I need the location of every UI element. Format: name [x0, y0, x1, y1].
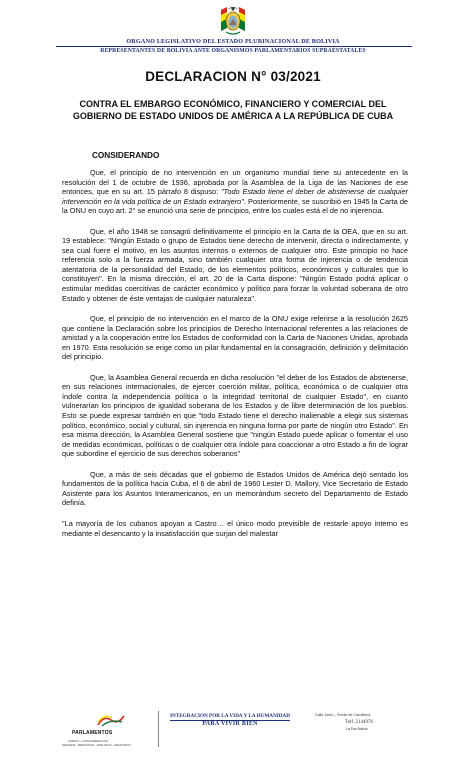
paragraph-6: "La mayoría de los cubanos apoyan a Castro… el único modo previsible de restarle apoyo interno es mediante el desencanto y la insatisfacción que surjan del malestar [62, 518, 408, 538]
footer-parlamentos-list-2: INDIGENA - MERCOSUR - PARLASUR - AMAZONICO [62, 743, 131, 747]
header-divider [56, 46, 412, 47]
paragraph-5: Que, a más de seis décadas que el gobierno de Estados Unidos de América dejó sentado los fundamentos de la política hacia Cuba, el 6 de abril de 1960 Lester D. Mallory, Vice Secretario de Estado Asistente para los Asuntos Interamericanos, en un memorándum secreto del Departamento de Estado definía. [62, 469, 408, 508]
paragraph-2: Que, el año 1948 se consagró definitivamente el principio en la Carta de la OEA, que en su art. 19 establece: "Ningún Estado o grupo de Estados tiene derecho de intervenir, directa o indirectamente, y sea cual fuere el motivo, en los asuntos internos o externos de cualquier otro. Este principio no hace referencia solo a la fuerza armada, sino también cualquier otra forma de injerencia o de tendencia atentatoria de la personalidad del Estado, de los elementos políticos, económicos y culturales que lo constituyen". En la misma dirección, el art. 20 de la Carta dispone: "Ningún Estado podrá aplicar o estimular medidas coercitivas de carácter económico y político para forzar la voluntad soberana de otro Estado y obtener de éste ventajas de cualquier naturaleza". [62, 226, 408, 303]
paragraph-1 [62, 168, 408, 216]
paragraph-1-text-a: Que, el principio de no intervención en un organismo mundial tiene su antecedente en la resolución del 1 de octubre de 1936, aprobada por la Asamblea de la Liga de las Naciones de ese entonces, que en su art. 15 párrafo 8 dispuso: [62, 168, 408, 197]
paragraph-3: Que, el principio de no intervención en el marco de la ONU exige referirse a la resolución 2625 que contiene la Declaración sobre los principios de Derecho Internacional referentes a las relaciones de amistad y a la cooperación entre los Estados de conformidad con la Carta de Naciones Unidas, aprobada en 1970. Esta resolución se erige como un pilar fundamental en la consagración, definición y delimitación del principio. [62, 314, 408, 362]
footer-address: Calle Junín – Frente de Cancillería [315, 713, 371, 717]
header-representatives: REPRESENTANTES DE BOLIVIA ANTE ORGANISMOS PARLAMENTARIOS SUPRAESTATALES [100, 48, 366, 54]
declaration-title: DECLARACION N° 03/2021 [145, 69, 321, 84]
paragraph-4: Que, la Asamblea General recuerda en dicha resolución "el deber de los Estados de abstenerse, en sus relaciones internacionales, de ejercer coerción militar, política, económica o de cualquier otra índole contra la independencia política o la integridad territorial de cualquier Estado", en cuanto vulnerarían los principios de igualdad soberana de los Estados y de libre determinación de los pueblos. Esto se puede expresar también en que "todo Estado tiene el derecho inalienable a elegir sus sistemas político, económico, social y cultural, sin injerencia en ninguna forma por parte de ningún otro Estado". En esa misma dirección, la Asamblea General sostiene que "ningún Estado puede aplicar o fomentar el uso de medidas económicas, políticas o de cualquier otra índole para coaccionar a otro Estado a fin de lograr que subordine el ejercicio de sus derechos soberanos" [62, 372, 408, 459]
paragraph-1-quote: "Todo Estado tiene el deber de abstenerse de cualquier intervención en la vida política de un Estado extranjero" [62, 187, 408, 206]
footer-parlamentos-list-1: ANDINO - LATINOAMERICANO [68, 739, 109, 743]
footer-telephone: Telf. 2144976 [345, 720, 373, 725]
header-institution: ORGANO LEGISLATIVO DEL ESTADO PLURINACIONAL DE BOLIVIA [126, 38, 340, 45]
declaration-subject: CONTRA EL EMBARGO ECONÓMICO, FINANCIERO Y COMERCIAL DEL GOBIERNO DE ESTADO UNIDOS DE AMÉRICA A LA REPÚBLICA DE CUBA [72, 99, 394, 121]
footer-slogan-line-1: INTEGRACION POR LA VIDA Y LA HUMANIDAD [170, 713, 290, 719]
declaration-body [62, 168, 408, 549]
considerando-heading: CONSIDERANDO [92, 151, 160, 160]
paragraph-1-text-b: . Posteriormente, se suscribió en 1945 la Carta de la ONU en cuyo art. 2° se enunció una serie de principios, entre los cuales está el de no injerencia. [62, 196, 409, 216]
footer-parlamentos: PARLAMENTOS [72, 730, 113, 736]
footer-city: La Paz Bolivia [346, 727, 368, 731]
bolivia-coat-of-arms-icon [216, 4, 250, 38]
footer-divider [158, 711, 159, 747]
footer-slogan-line-2: PARA VIVIR BIEN [202, 721, 258, 727]
parlamentos-logo-icon [96, 713, 126, 727]
page-footer [0, 709, 466, 759]
